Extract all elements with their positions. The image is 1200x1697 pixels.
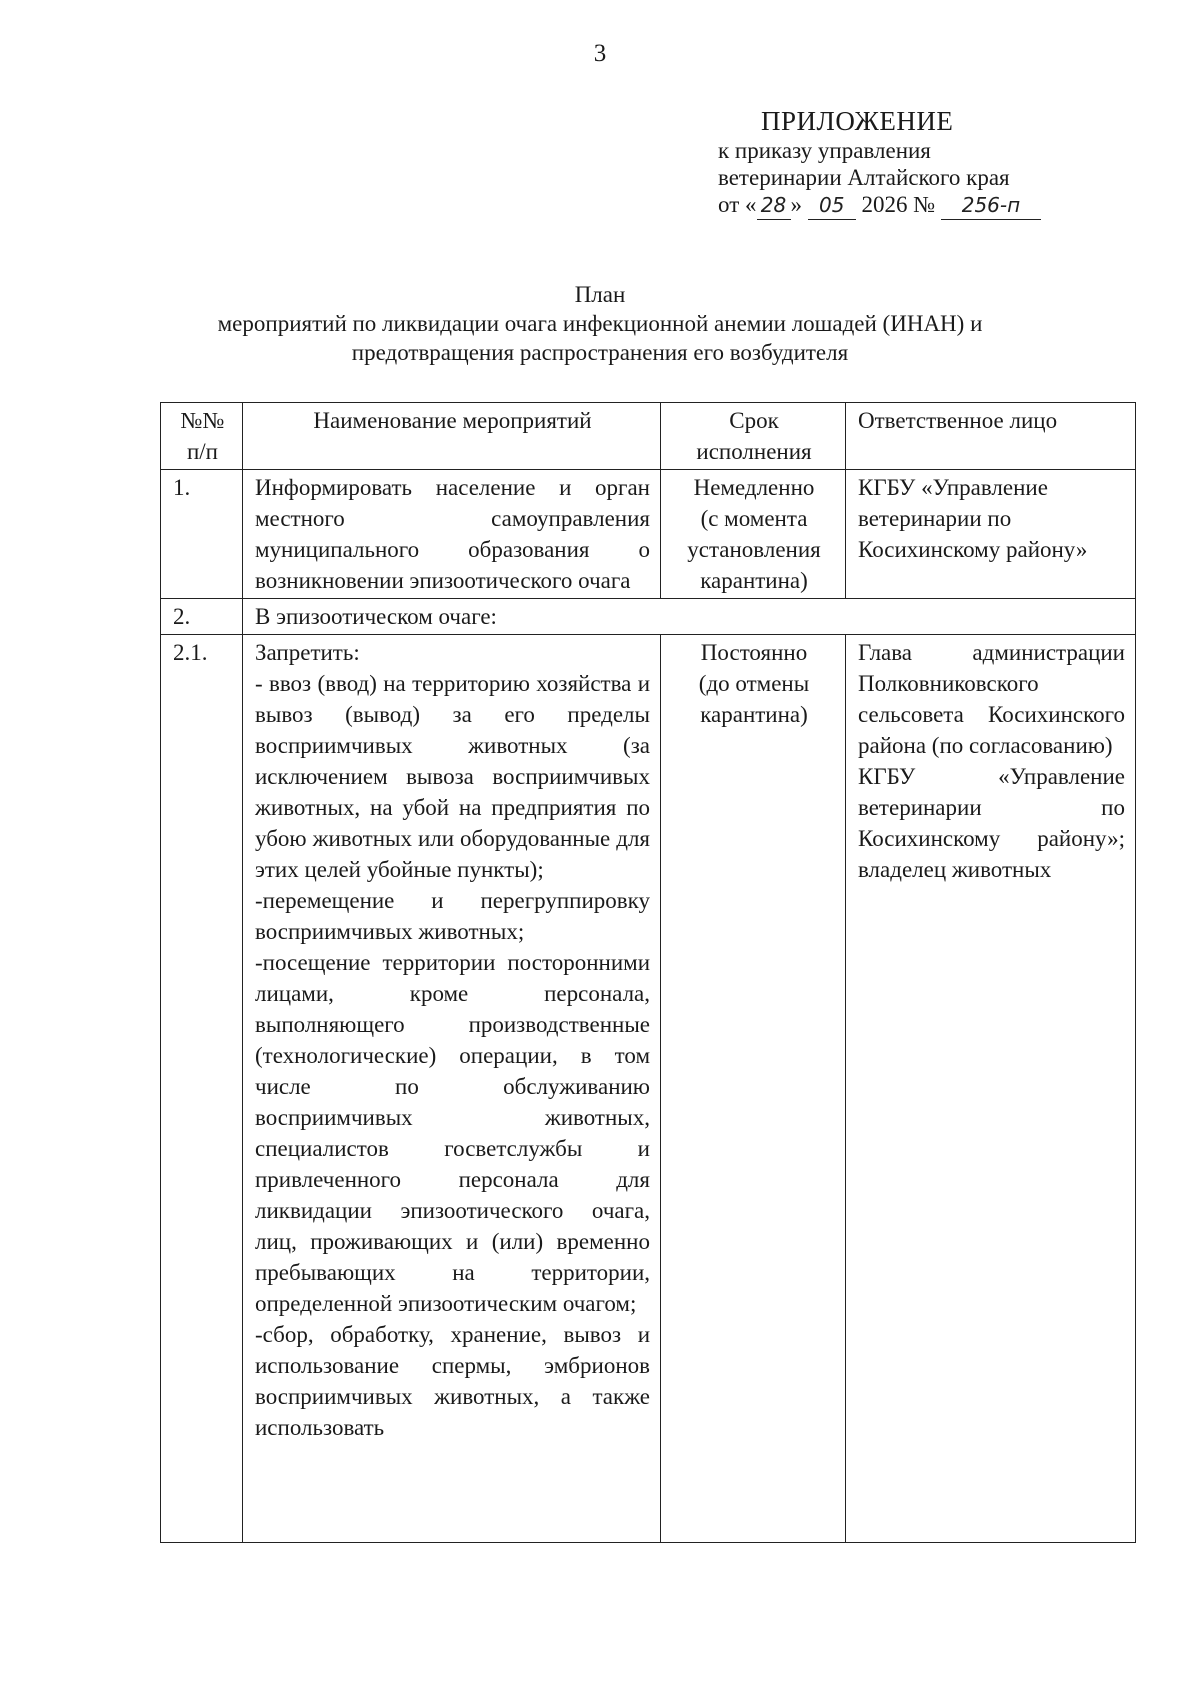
row-name — [243, 635, 661, 1543]
order-date-prefix: от « — [718, 192, 757, 217]
term-line: (с момента — [700, 506, 808, 531]
measure-line: -посещение территории посторонними лицами, кроме персонала, выполняющего производственные (технологические) операции, в том числе по обслуживанию восприимчивых животных, специалистов госветслужбы и привлеченного персонала для ликвидации эпизоотического очага, лиц, проживающих и (или) временно пребывающих на территории, определенной эпизоотическим очагом; — [255, 950, 650, 1316]
appendix-title: ПРИЛОЖЕНИЕ — [761, 106, 954, 136]
term-line: установления — [687, 537, 821, 562]
table-row — [161, 470, 1136, 599]
row-name: В эпизоотическом очаге: — [243, 599, 1136, 635]
term-line: (до отмены — [698, 671, 810, 696]
order-date-line — [718, 191, 1041, 220]
responsible-line: КГБУ «Управление ветеринарии по Косихинскому району»; владелец животных — [858, 764, 1125, 882]
appendix-line-2: ветеринарии Алтайского края — [718, 165, 1010, 190]
order-year: 2026 № — [861, 192, 936, 217]
header-term: Срок исполнения — [661, 403, 846, 470]
appendix-line-1: к приказу управления — [718, 138, 931, 163]
term-line: Постоянно — [700, 640, 808, 665]
header-name: Наименование мероприятий — [243, 403, 661, 470]
plan-title-line-2: предотвращения распространения его возбудителя — [351, 340, 849, 365]
order-number: 256-п — [941, 192, 1041, 220]
row-term — [661, 635, 846, 1543]
row-responsible: КГБУ «Управление ветеринарии по Косихинскому району» — [846, 470, 1136, 599]
plan-title-line-1: мероприятий по ликвидации очага инфекционной анемии лошадей (ИНАН) и — [217, 311, 983, 336]
row-num: 1. — [161, 470, 243, 599]
table-row — [161, 635, 1136, 1543]
table-row — [161, 599, 1136, 635]
row-num: 2.1. — [161, 635, 243, 1543]
measure-line: Запретить: — [255, 640, 360, 665]
term-line: карантина) — [700, 568, 808, 593]
term-line: Немедленно — [693, 475, 815, 500]
measure-line: -перемещение и перегруппировку восприимчивых животных; — [255, 888, 650, 944]
order-day: 28 — [757, 192, 791, 220]
row-name: Информировать население и орган местного самоуправления муниципального образования о возникновении эпизоотического очага — [243, 470, 661, 599]
header-responsible: Ответственное лицо — [846, 403, 1136, 470]
table-header-row — [161, 403, 1136, 470]
responsible-line: Глава администрации Полковниковского сельсовета Косихинского района (по согласованию) — [858, 640, 1125, 758]
page-number: 3 — [593, 40, 607, 67]
row-term — [661, 470, 846, 599]
header-num: №№ п/п — [161, 403, 243, 470]
measure-line: - ввоз (ввод) на территорию хозяйства и вывоз (вывод) за его пределы восприимчивых животных (за исключением вывоза восприимчивых животных, на убой на предприятия по убою животных или оборудованные для этих целей убойные пункты); — [255, 671, 650, 882]
row-responsible — [846, 635, 1136, 1543]
appendix-header — [718, 108, 1041, 220]
order-month: 05 — [808, 192, 856, 220]
order-date-mid: » — [790, 192, 802, 217]
plan-table — [160, 402, 1136, 1543]
measure-line: -сбор, обработку, хранение, вывоз и использование спермы, эмбрионов восприимчивых животных, а также использовать — [255, 1322, 650, 1440]
document-title — [0, 280, 1200, 367]
term-line: карантина) — [700, 702, 808, 727]
plan-heading: План — [574, 282, 626, 307]
row-num: 2. — [161, 599, 243, 635]
